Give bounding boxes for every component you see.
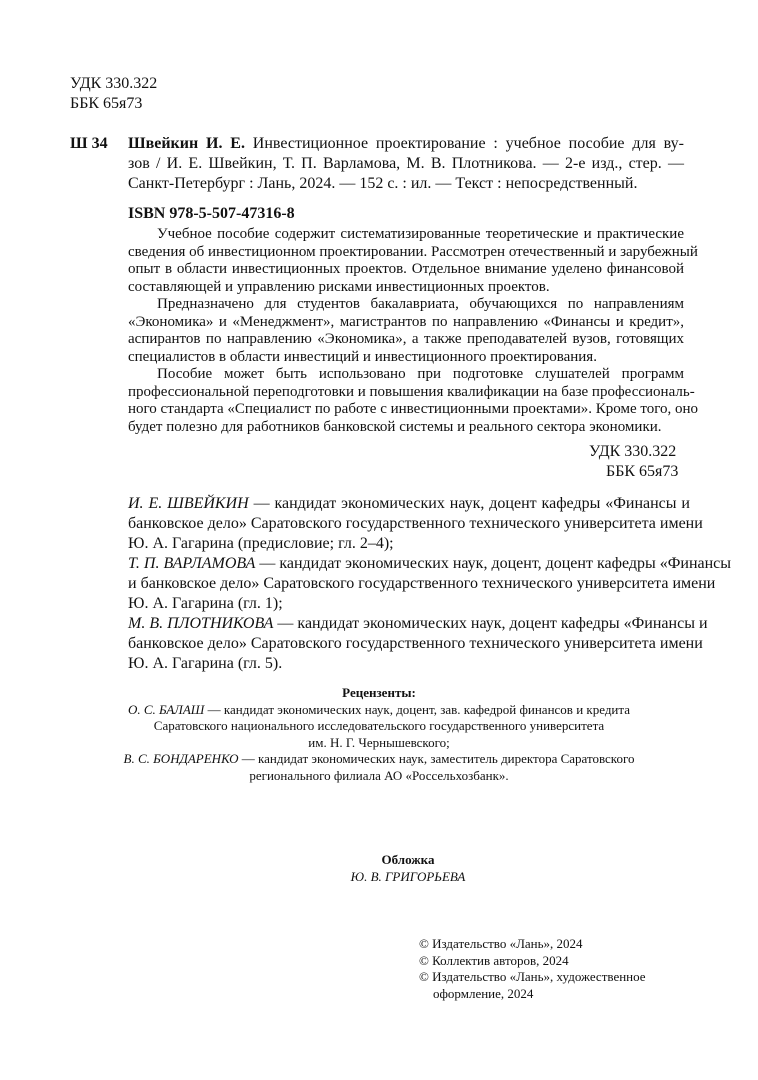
author-line: банковское дело» Саратовского государственного технического университета имени	[128, 635, 703, 652]
abstract-line: аспирантов по направлению «Экономика», а также преподавателей вузов, готовящих	[128, 331, 684, 347]
bbk-code-top: ББК 65я73	[70, 95, 143, 112]
reviewer-name: О. С. БАЛАШ	[127, 701, 205, 717]
abstract	[128, 226, 699, 436]
reviewer-description: — кандидат экономических наук, доцент, зав. кафедрой финансов и кредита	[204, 701, 630, 717]
author-name: Т. П. ВАРЛАМОВА	[128, 555, 256, 572]
abstract-line: Предназначено для студентов бакалавриата, обучающихся по направлениям	[157, 296, 684, 312]
udk-code-top: УДК 330.322	[70, 75, 158, 92]
abstract-line: будет полезно для работников банковской системы и реального сектора экономики.	[128, 418, 662, 435]
author-line: и банковское дело» Саратовского государственного технического университета имени	[128, 575, 716, 592]
copyright-line: © Коллектив авторов, 2024	[419, 952, 569, 968]
abstract-line: ного стандарта «Специалист по работе с инвестиционными проектами». Кроме того, оно	[128, 401, 699, 417]
abstract-line: профессиональной переподготовки и повышения квалификации на базе профессиональ-	[128, 383, 695, 400]
author-line: Ю. А. Гагарина (гл. 1);	[128, 595, 283, 612]
reviewer-line	[0, 702, 758, 719]
author-name: И. Е. ШВЕЙКИН	[128, 495, 249, 512]
author-line: Ю. А. Гагарина (гл. 5).	[128, 655, 283, 672]
copyright-block	[419, 936, 719, 1002]
cover-designer: Ю. В. ГРИГОРЬЕВА	[350, 868, 466, 884]
biblio-author: Швейкин И. Е.	[128, 135, 245, 152]
cover-credit	[0, 852, 758, 885]
biblio-line: зов / И. Е. Швейкин, Т. П. Варламова, М. В. Плотникова. — 2-е изд., стер. —	[128, 155, 684, 172]
abstract-line: сведения об инвестиционном проектировании. Рассмотрен отечественный и зарубежный	[128, 243, 698, 260]
author-description: — кандидат экономических наук, доцент кафедры «Финансы и	[273, 615, 708, 632]
reviewer-name: В. С. БОНДАРЕНКО	[123, 751, 239, 766]
cover-heading: Обложка	[381, 852, 435, 867]
abstract-line: Учебное пособие содержит систематизированные теоретические и практические	[157, 226, 684, 242]
copyright-line: © Издательство «Лань», 2024	[419, 936, 583, 951]
biblio-title: Инвестиционное проектирование : учебное пособие для ву-	[244, 135, 684, 152]
copyright-line: © Издательство «Лань», художественное	[419, 969, 646, 984]
reviewers-block	[0, 685, 758, 784]
abstract-line: составляющей и управлению рисками инвестиционных проектов.	[128, 278, 550, 295]
bibliographic-record	[128, 134, 684, 194]
abstract-line: опыт в области инвестиционных проектов. Отдельное внимание уделено финансовой	[128, 261, 684, 277]
author-line	[128, 494, 690, 514]
biblio-line	[128, 134, 684, 154]
abstract-line: специалистов в области инвестиций и инвестиционного проектирования.	[128, 348, 597, 365]
isbn: ISBN 978-5-507-47316-8	[128, 205, 295, 222]
author-description: — кандидат экономических наук, доцент, доцент кафедры «Финансы	[255, 555, 732, 572]
author-info	[128, 494, 732, 674]
abstract-line: Пособие может быть использовано при подготовке слушателей программ	[157, 366, 684, 382]
author-description: — кандидат экономических наук, доцент кафедры «Финансы и	[248, 495, 690, 512]
copyright-line: оформление, 2024	[433, 985, 534, 1001]
udk-code-right: УДК 330.322	[589, 443, 677, 460]
author-line: Ю. А. Гагарина (предисловие; гл. 2–4);	[128, 535, 394, 552]
biblio-line: Санкт-Петербург : Лань, 2024. — 152 с. : ил. — Текст : непосредственный.	[128, 175, 638, 192]
reviewer-line	[0, 751, 758, 768]
reviewer-line: Саратовского национального исследовательского государственного университета	[153, 718, 605, 733]
reviewer-description: — кандидат экономических наук, заместитель директора Саратовского	[238, 751, 635, 766]
author-line: банковское дело» Саратовского государственного технического университета имени	[128, 515, 703, 532]
bbk-code-right: ББК 65я73	[606, 463, 679, 480]
author-name: М. В. ПЛОТНИКОВА	[128, 615, 274, 632]
author-line	[128, 614, 708, 634]
abstract-line: «Экономика» и «Менеджмент», магистрантов по направлению «Финансы и кредит»,	[128, 313, 684, 330]
author-cipher: Ш 34	[70, 135, 108, 152]
reviewer-line: им. Н. Г. Чернышевского;	[308, 734, 450, 750]
reviewer-line: регионального филиала АО «Россельхозбанк».	[249, 767, 509, 783]
author-line	[128, 554, 732, 574]
reviewers-heading: Рецензенты:	[342, 685, 416, 700]
